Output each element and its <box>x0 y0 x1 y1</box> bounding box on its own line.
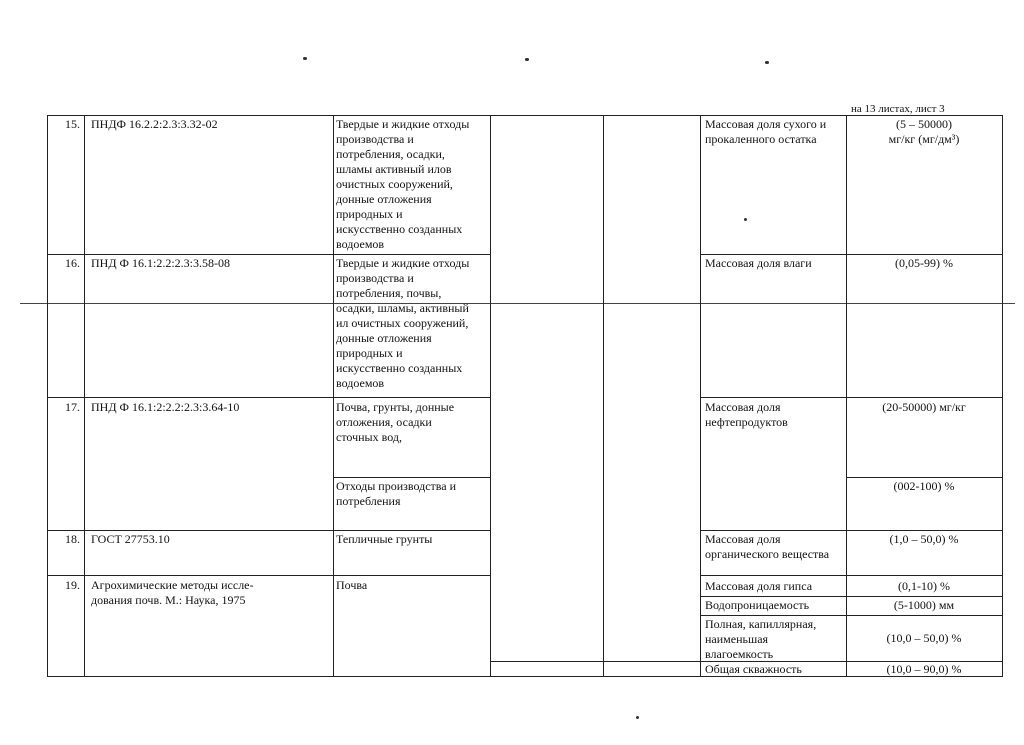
row-separator <box>846 477 1002 478</box>
row-separator <box>47 530 490 531</box>
col-border <box>47 115 48 677</box>
col-border <box>333 115 334 677</box>
row-number: 19. <box>65 578 80 592</box>
object-cell: Твердые и жидкие отходы производства и потребления, осадки, шламы активный илов очистных сооружений, донные отложения природных и искусственно созданных водоемов <box>336 117 470 251</box>
row-number: 15. <box>65 117 80 131</box>
object-cell: Тепличные грунты <box>336 532 433 546</box>
col-border <box>846 115 847 677</box>
range-cell: (20-50000) мг/кг <box>882 400 966 414</box>
row-number: 18. <box>65 532 80 546</box>
col-border <box>84 115 85 677</box>
indicator-cell: Массовая доля органического вещества <box>705 532 830 561</box>
col-border <box>1002 115 1003 677</box>
range-cell: (1,0 – 50,0) % <box>889 532 959 546</box>
row-separator <box>47 254 490 255</box>
row-separator <box>700 575 1002 576</box>
object-cell: Твердые и жидкие отходы производства и потребления, почвы, осадки, шламы, активный ил очистных сооружений, донные отложения природных и искусственно созданных водоемов <box>336 256 470 390</box>
row-separator <box>333 477 490 478</box>
indicator-cell: Массовая доля сухого и прокаленного остатка <box>705 117 827 146</box>
indicator-cell: Водопроницаемость <box>705 598 810 612</box>
row-number: 16. <box>65 256 80 270</box>
method-cell: Агрохимические методы иссле- дования почв. М.: Наука, 1975 <box>91 578 254 607</box>
scan-line <box>20 303 1015 304</box>
indicator-cell: Массовая доля гипса <box>705 579 813 593</box>
row-separator <box>700 254 1002 255</box>
scan-speck <box>765 61 769 64</box>
row-separator <box>47 575 490 576</box>
row-number: 17. <box>65 400 80 414</box>
row-separator <box>700 530 1002 531</box>
scan-speck <box>636 716 639 719</box>
method-cell: ПНД Ф 16.1:2.2:2.3:3.58-08 <box>91 256 230 270</box>
row-separator <box>700 615 1002 616</box>
range-cell: (5-1000) мм <box>893 598 955 612</box>
range-cell-2: (002-100) % <box>893 479 955 493</box>
col-border <box>603 115 604 677</box>
scan-speck <box>744 218 747 221</box>
indicator-cell: Массовая доля влаги <box>705 256 812 270</box>
range-cell: (10,0 – 90,0) % <box>886 662 962 676</box>
indicator-cell: Полная, капиллярная, наименьшая влагоемкость <box>705 617 817 661</box>
indicator-cell: Общая скважность <box>705 662 802 676</box>
method-cell: ПНДФ 16.2.2:2.3:3.32-02 <box>91 117 218 131</box>
indicator-cell: Массовая доля нефтепродуктов <box>705 400 788 429</box>
range-cell: (0,05-99) % <box>895 256 953 270</box>
col-border <box>490 115 491 677</box>
method-cell: ГОСТ 27753.10 <box>91 532 170 546</box>
object-cell-2: Отходы производства и потребления <box>336 479 457 508</box>
object-cell: Почва, грунты, донные отложения, осадки сточных вод, <box>336 400 455 444</box>
col-border <box>700 115 701 677</box>
object-cell: Почва <box>336 578 368 592</box>
row-separator <box>700 596 1002 597</box>
method-cell: ПНД Ф 16.1:2:2.2:2.3:3.64-10 <box>91 400 240 414</box>
range-cell: (0,1-10) % <box>898 579 950 593</box>
sheet-note: на 13 листах, лист 3 <box>851 103 945 115</box>
scan-speck <box>303 57 307 60</box>
range-cell: (5 – 50000) мг/кг (мг/дм³) <box>888 117 960 146</box>
row-separator <box>47 397 490 398</box>
table-top-border <box>47 115 1002 116</box>
range-cell: (10,0 – 50,0) % <box>886 631 962 645</box>
row-separator <box>700 397 1002 398</box>
scan-speck <box>525 58 529 61</box>
